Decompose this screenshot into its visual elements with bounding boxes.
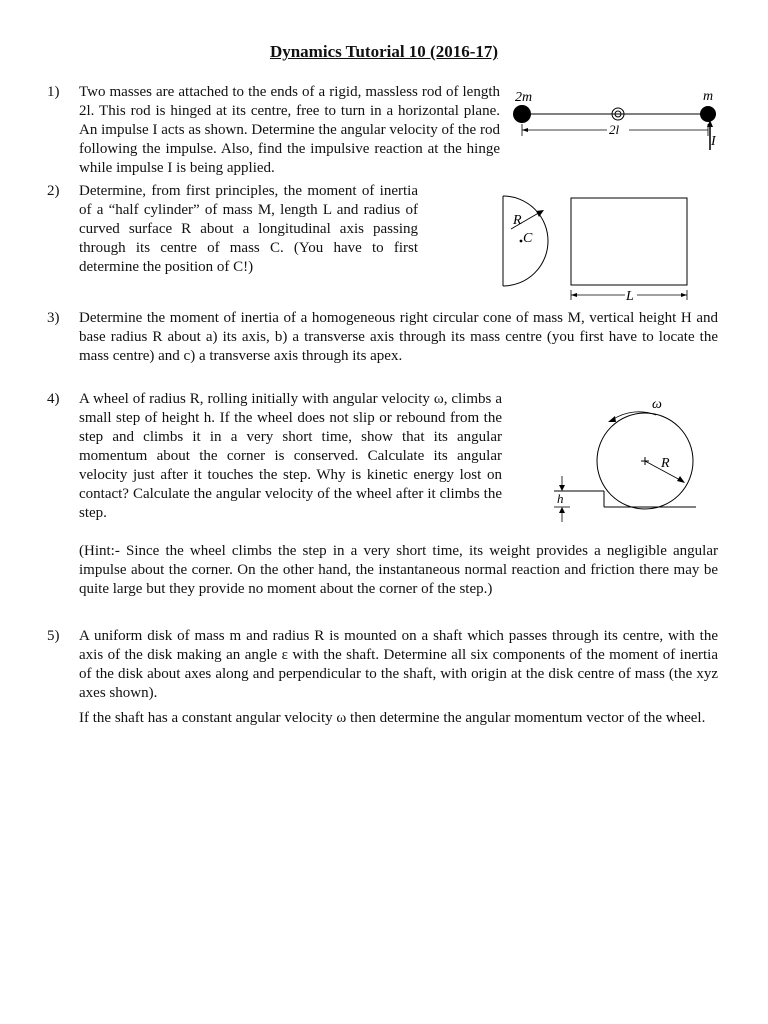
wheel-step-figure bbox=[548, 392, 698, 527]
problem-5-paragraph-2: If the shaft has a constant angular velocity ω then determine the angular momentum vector of the wheel. bbox=[79, 710, 706, 726]
label-2m: 2m bbox=[515, 90, 533, 105]
problem-2-number: 2) bbox=[47, 183, 60, 199]
problem-4-paragraph: A wheel of radius R, rolling initially with angular velocity ω, climbs a small step of height h. If the wheel does not slip or rebound from the step and climbs it in a very short time, show that its angular momentum about the corner is conserved. Calculate its angular velocity just after it touches the step. Why is kinetic energy lost on contact? Calculate the angular velocity of the wheel after it climbs the step. bbox=[79, 391, 502, 521]
problem-1-paragraph: Two masses are attached to the ends of a rigid, massless rod of length 2l. This rod is hinged at its centre, free to turn in a horizontal plane. An impulse I acts as shown. Determine the angular velocity of the rod following the impulse. Also, find the impulsive reaction at the hinge while impulse I is being applied. bbox=[79, 84, 500, 176]
label-r: R bbox=[513, 213, 522, 228]
label-m: m bbox=[703, 89, 714, 104]
rod-masses-figure bbox=[505, 84, 725, 159]
label-l: L bbox=[626, 289, 634, 304]
label-h: h bbox=[557, 491, 564, 506]
problem-3-number: 3) bbox=[47, 310, 60, 326]
label-omega: ω bbox=[652, 397, 662, 412]
problem-2-paragraph: Determine, from first principles, the moment of inertia of a “half cylinder” of mass M, length L and radius of curved surface R about a longitudinal axis passing through its centre of mass C. (You have to first determine the position of C!) bbox=[79, 183, 418, 275]
problem-4-number: 4) bbox=[47, 391, 60, 407]
label-impulse: I bbox=[711, 134, 716, 149]
label-2l: 2l bbox=[609, 122, 620, 137]
label-c: C bbox=[523, 231, 533, 246]
problem-5-paragraph-1: A uniform disk of mass m and radius R is mounted on a shaft which passes through its centre, with the axis of the disk making an angle ε with the shaft. Determine all six components of the moment of inertia of the disk about axes along and perpendicular to the shaft, with origin at the disk centre of mass (the xyz axes shown). bbox=[79, 628, 718, 701]
problem-4-hint-text: (Hint:- Since the wheel climbs the step in a very short time, its weight provides a negligible angular impulse about the corner. On the other hand, the instantaneous normal reaction and friction there may be quite large but they provide no moment about the corner of the step.) bbox=[79, 543, 718, 597]
problem-2-text bbox=[79, 182, 418, 277]
half-cylinder-figure bbox=[495, 190, 695, 306]
problem-4-hint bbox=[79, 542, 718, 599]
label-wheel-r: R bbox=[661, 456, 670, 471]
page-title: Dynamics Tutorial 10 (2016-17) bbox=[269, 42, 499, 61]
problem-5-number: 5) bbox=[47, 628, 60, 644]
problem-3-paragraph: Determine the moment of inertia of a homogeneous right circular cone of mass M, vertical height H and base radius R about a) its axis, b) a transverse axis through its mass centre (you first have to locate the mass centre) and c) a transverse axis through its apex. bbox=[79, 310, 718, 364]
problem-1-number: 1) bbox=[47, 84, 60, 100]
problem-3-text bbox=[79, 309, 718, 366]
problem-5-text bbox=[79, 627, 718, 703]
problem-4-text bbox=[79, 390, 502, 523]
problem-5-text-2 bbox=[79, 709, 718, 728]
